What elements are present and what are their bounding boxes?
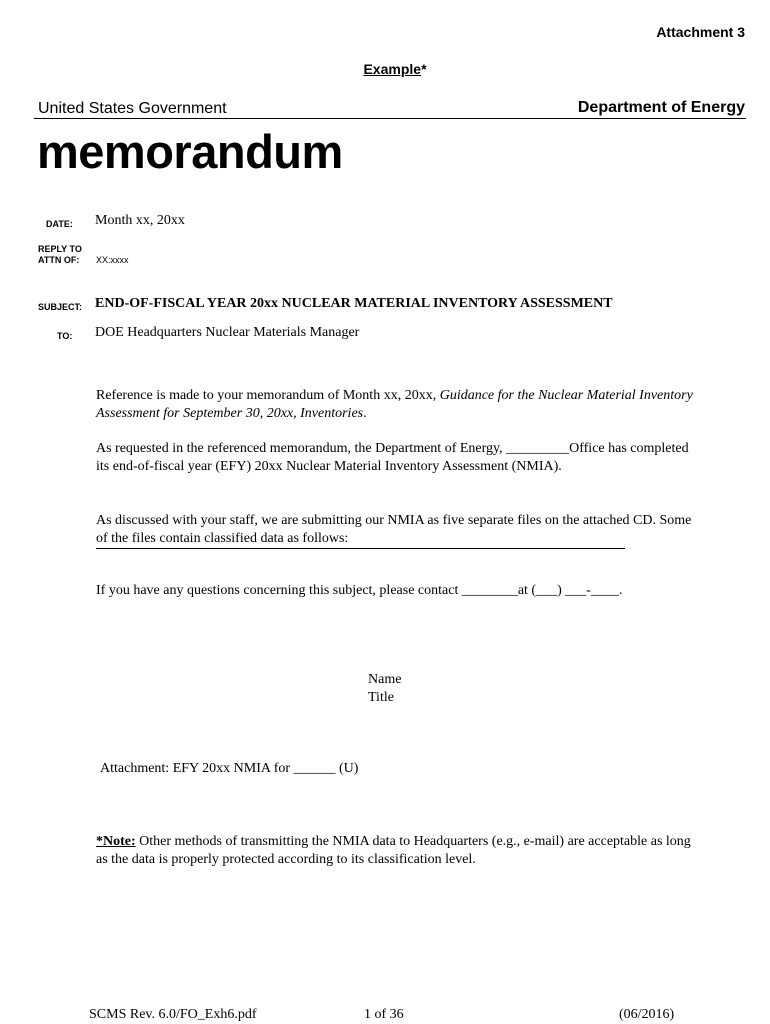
footer-date: (06/2016) [619,1007,675,1022]
example-heading [0,61,770,77]
footer-document-id: SCMS Rev. 6.0/FO_Exh6.pdf [89,1007,257,1022]
submission-paragraph: As discussed with your staff, we are submitting our NMIA as five separate files on the attached CD. Some of the files contain classified data as follows: [96,513,692,546]
reference-text: Reference is made to your memorandum of Month xx, 20xx, [96,388,440,403]
header-rule [34,118,746,119]
government-label: United States Government [38,100,227,117]
note-paragraph [96,833,696,869]
date-value: Month xx, 20xx [95,213,185,228]
attachment-number: Attachment 3 [656,24,745,40]
subject-label: SUBJECT: [38,302,83,312]
example-label: Example [363,61,422,77]
to-label: TO: [57,331,73,341]
department-label: Department of Energy [577,99,745,116]
signature-name: Name [368,672,402,687]
to-value: DOE Headquarters Nuclear Materials Manager [95,325,360,340]
reply-to-label-line1: REPLY TO [38,244,82,254]
example-asterisk: * [421,61,427,77]
date-label: DATE: [46,219,73,229]
reference-title: Guidance for the Nuclear Material Inventory Assessment for September 30, 20xx, Inventories [96,388,693,421]
memo-title: memorandum [37,125,343,178]
footer-page-number: 1 of 36 [364,1007,404,1022]
status-paragraph: As requested in the referenced memorandum, the Department of Energy, _________Office has completed its end-of-fiscal year (EFY) 20xx Nuclear Material Inventory Assessment (NMIA). [96,441,689,474]
signature-title: Title [368,690,394,705]
reference-end: . [363,406,367,421]
contact-paragraph: If you have any questions concerning this subject, please contact ________at (___) ___-____. [96,583,623,598]
reply-to-label-line2: ATTN OF: [38,255,80,265]
classified-data-blank-line [96,548,625,549]
reply-to-value: XX:xxxx [96,255,129,265]
note-label: *Note: [96,834,136,849]
note-text: Other methods of transmitting the NMIA data to Headquarters (e.g., e-mail) are acceptable as long as the data is properly protected according to its classification level. [96,834,691,867]
attachment-line: Attachment: EFY 20xx NMIA for ______ (U) [100,761,359,776]
reference-paragraph [96,387,696,423]
reply-to-label [38,244,82,266]
subject-value: END-OF-FISCAL YEAR 20xx NUCLEAR MATERIAL INVENTORY ASSESSMENT [95,296,613,311]
